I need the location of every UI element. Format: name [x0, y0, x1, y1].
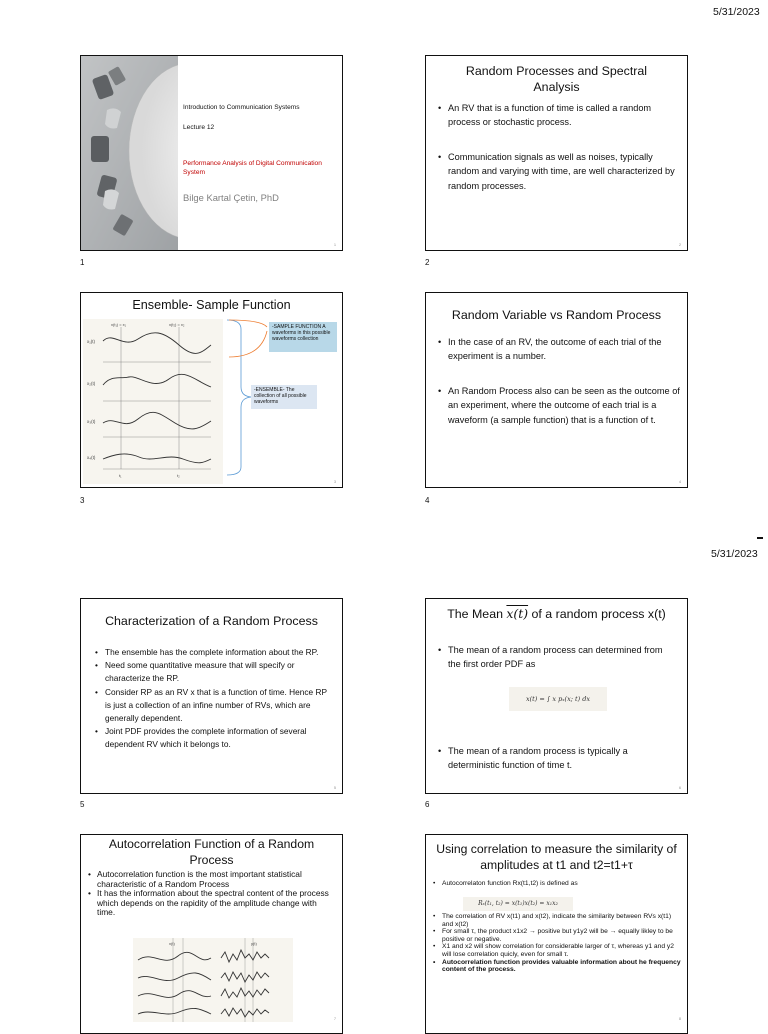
slide-number: 5: [334, 786, 336, 790]
page-number: 4: [425, 496, 430, 505]
figure-label: y(t): [251, 941, 257, 946]
bullet-item: • Joint PDF provides the complete information of several dependent RV which it belongs to.: [93, 725, 333, 751]
slide-thumbnail-3[interactable]: [80, 292, 343, 488]
bullet-item: • In the case of an RV, the outcome of each trial of the experiment is a number.: [436, 335, 681, 364]
bullet-item: • It has the information about the spectral content of the process which depends on the rapidity of the amplitude change with time.: [87, 889, 337, 918]
slide-thumbnail-2[interactable]: [425, 55, 688, 251]
bullet-item: • An RV that is a function of time is called a random process or stochastic process.: [436, 101, 681, 130]
top-label: x(t₂) = x₂: [169, 322, 185, 327]
mean-symbol: x(t): [506, 606, 529, 621]
top-label: x(t₁) = x₁: [111, 322, 127, 327]
bullet-item: • The ensemble has the complete information about the RP.: [93, 646, 333, 659]
bullet-item: • An Random Process also can be seen as the outcome of an experiment, where the outcome of each trial is a waveform (a sample function) that is a function of t.: [436, 384, 681, 427]
bullet-item: • Autocorrelation function is the most important statistical characteristic of a Random Process: [87, 870, 337, 889]
slide-number: 6: [679, 786, 681, 790]
slide-number: 4: [679, 480, 681, 484]
slide-title: Autocorrelation Function of a Random Process: [108, 837, 315, 867]
slide-thumbnail-4[interactable]: [425, 292, 688, 488]
bullet-item: • X1 and x2 will show correlation for considerable larger of τ, whereas y1 and y2 will lose correlation quicly, even for small τ.: [432, 943, 682, 958]
slide-thumbnail-5[interactable]: [80, 598, 343, 794]
author-name: Bilge Kartal Çetin, PhD: [183, 192, 279, 203]
slide-thumbnail-8[interactable]: [425, 834, 688, 1034]
autocorrelation-formula: Rₓ(t₁, t₂) = x(t₁)x(t₂) = x₁x₂: [463, 897, 573, 911]
page-number: 5: [80, 800, 85, 809]
slide-title: Random Variable vs Random Process: [451, 308, 662, 322]
slide-number: 2: [679, 243, 681, 247]
bullet-item: • The mean of a random process can determined from the first order PDF as: [436, 643, 676, 672]
row-label: x₁(t): [87, 339, 96, 344]
page-number: 3: [80, 496, 85, 505]
slide-title: [426, 606, 687, 622]
meeting-room-photo: [81, 56, 178, 250]
row-label: x₂(t): [87, 381, 96, 386]
sample-function-callout: -SAMPLE FUNCTION A waveforms in this possible waveforms collection: [269, 322, 337, 352]
header-date: 5/31/2023: [713, 6, 760, 18]
slide-title: Using correlation to measure the similarity of amplitudes at t1 and t2=t1+τ: [436, 842, 677, 872]
slide-title: Ensemble- Sample Function: [132, 298, 291, 312]
slide-thumbnail-6[interactable]: [425, 598, 688, 794]
figure-label: x(t): [169, 941, 175, 946]
slide-thumbnail-1[interactable]: [80, 55, 343, 251]
row-label: x₄(t): [87, 455, 96, 460]
axis-label: t₂: [177, 473, 180, 478]
row-label: x₃(t): [87, 419, 96, 424]
mean-formula: x(t) = ∫ x pₓ(x; t) dx: [509, 687, 607, 711]
bullet-item: • Consider RP as an RV x that is a function of time. Hence RP is just a collection of an infine number of RVs, which are generally dependent.: [93, 686, 333, 726]
bullet-item: • Autocorrelation function provides valuable information about he frequency content of the process.: [432, 959, 682, 974]
bullet-item: • The correlation of RV x(t1) and x(t2), indicate the similarity between RVs x(t1) and x(t2): [432, 913, 682, 928]
edge-marker: [757, 537, 763, 539]
header-date: 5/31/2023: [711, 548, 758, 560]
bullet-item: • Autocorrelaton function Rx(t1,t2) is defined as: [432, 880, 682, 888]
lecture-label: Lecture 12: [183, 124, 215, 131]
bullet-item: • Communication signals as well as noises, typically random and varying with time, are well characterized by random processes.: [436, 150, 681, 193]
slide-title: Characterization of a Random Process: [105, 614, 318, 628]
slide-number: 1: [334, 243, 336, 247]
course-title: Introduction to Communication Systems: [183, 104, 300, 111]
bullet-item: • Need some quantitative measure that will specify or characterize the RP.: [93, 659, 333, 685]
autocorrelation-waveforms-figure: [133, 938, 293, 1022]
lecture-topic: Performance Analysis of Digital Communication System: [183, 160, 322, 176]
slide-number: 7: [334, 1017, 336, 1021]
slide-title: Random Processes and Spectral Analysis: [465, 64, 648, 94]
ensemble-waveforms-figure: [83, 319, 223, 484]
slide-number: 3: [334, 480, 336, 484]
slide-thumbnail-7[interactable]: [80, 834, 343, 1034]
ensemble-callout: -ENSEMBLE- The collection of all possible waveforms: [251, 385, 317, 409]
bullet-item: • For small τ, the product x1x2 → positive but y1y2 will be → equally likley to be positive or negative.: [432, 928, 682, 943]
slide-number: 8: [679, 1017, 681, 1021]
page-number: 2: [425, 258, 430, 267]
title-text: The Mean: [447, 607, 507, 621]
page-number: 1: [80, 258, 85, 267]
axis-label: t₁: [119, 473, 122, 478]
title-text: of a random process x(t): [528, 607, 666, 621]
bullet-item: • The mean of a random process is typically a deterministic function of time t.: [436, 744, 676, 773]
page-number: 6: [425, 800, 430, 809]
